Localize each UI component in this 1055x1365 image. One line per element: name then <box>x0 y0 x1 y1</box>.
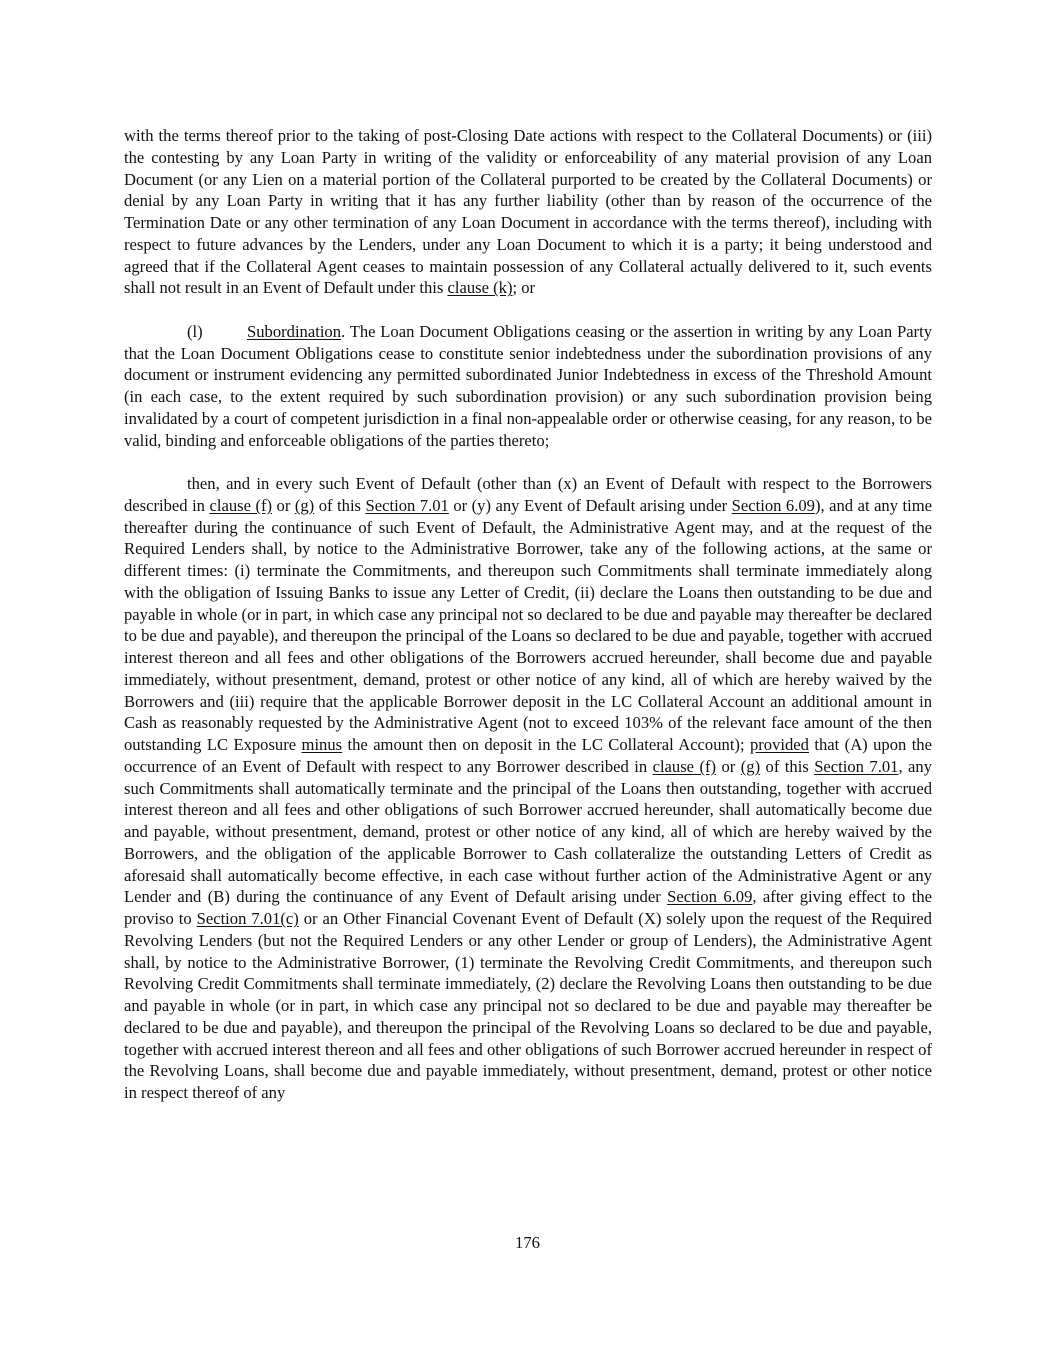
page-number: 176 <box>515 1233 540 1252</box>
cross-reference: Section 6.09 <box>731 495 815 515</box>
cross-reference: Section 7.01 <box>365 495 449 515</box>
text-run: then, and in every such Event of Default (other than (x) an Event of Default with respect to the Borrowers described in <box>124 474 932 515</box>
emphasis-term: provided <box>749 735 809 754</box>
cross-reference: clause (k) <box>447 278 513 298</box>
text-run: with the terms thereof prior to the taking of post-Closing Date actions with respect to the Collateral Documents) or (iii) the contesting by any Loan Party in writing of the validity or enforceability of any material provision of any Loan Document (or any Lien on a material portion of the Collateral purported to be created by the Collateral Documents) or denial by any Loan Party in writing that it has any further liability (other than by reason of the occurrence of the Termination Date or any other termination of any Loan Document in accordance with the terms thereof), including with respect to future advances by the Lenders, under any Loan Document to which it is a party; it being understood and agreed that if the Collateral Agent ceases to maintain possession of any Collateral actually delivered to it, such events shall not result in an Event of Default under this <box>124 126 932 298</box>
cross-reference: Section 6.09 <box>667 887 753 907</box>
clause-label: (l) <box>187 321 203 341</box>
cross-reference: Section 7.01(c) <box>196 909 299 928</box>
text-run: , any such Commitments shall automatically terminate and the principal of the Loans then outstanding, together with accrued interest thereon and all fees and other obligations of such Borrower accrued hereunder, shall automatically become due and payable, without presentment, demand, protest or other notice of any kind, all of which are hereby waived by the Borrowers, and the obligation of the applicable Borrower to Cash collateralize the outstanding Letters of Credit as aforesaid shall automatically become effective, in each case without further action of the Administrative Agent or any Lender and (B) during the continuance of any Event of Default arising under <box>124 756 932 907</box>
paragraph-clause-l-subordination <box>124 321 932 452</box>
text-run: of this <box>760 756 815 776</box>
text-run: ; or <box>512 278 536 298</box>
cross-reference: clause (f) <box>209 495 273 515</box>
text-run: or <box>272 495 295 515</box>
text-run: or (y) any Event of Default arising under <box>448 495 732 515</box>
cross-reference: clause (f) <box>652 756 717 776</box>
text-run: the amount then on deposit in the LC Collateral Account); <box>342 735 750 754</box>
text-run: that (A) upon the occurrence of an Event of Default with respect to any Borrower described in <box>124 735 932 776</box>
text-run: of this <box>314 495 366 515</box>
text-run: or an Other Financial Covenant Event of Default (X) solely upon the request of the Required Revolving Lenders (but not the Required Lenders or any other Lender or group of Lenders), the Administrative Agent shall, by notice to the Administrative Borrower, (1) terminate the Revolving Credit Commitments, and thereupon such Revolving Credit Commitments shall terminate immediately, (2) declare the Revolving Loans then outstanding to be due and payable in whole (or in part, in which case any principal not so declared to be due and payable may thereafter be declared to be due and payable), and thereupon the principal of the Revolving Loans so declared to be due and payable, together with accrued interest thereon and all fees and other obligations of such Borrower accrued hereunder in respect of the Revolving Loans, shall become due and payable immediately, without presentment, demand, protest or other notice in respect thereof of any <box>124 909 932 1102</box>
clause-heading: Subordination <box>247 321 342 341</box>
cross-reference: (g) <box>740 756 761 776</box>
text-run: or <box>716 756 741 776</box>
text-run: . The Loan Document Obligations ceasing or the assertion in writing by any Loan Party that the Loan Document Obligations cease to constitute senior indebtedness under the subordination provisions of any document or instrument evidencing any permitted subordinated Junior Indebtedness in excess of the Threshold Amount (in each case, to the extent required by such subordination provision) or any such subordination provision being invalidated by a court of competent jurisdiction in a final non-appealable order or otherwise ceasing, for any reason, to be valid, binding and enforceable obligations of the parties thereto; <box>124 321 932 450</box>
cross-reference: Section 7.01 <box>814 756 899 776</box>
text-run: , after giving effect to the proviso to <box>124 887 932 928</box>
text-run: ), and at any time thereafter during the continuance of such Event of Default, the Administrative Agent may, and at the request of the Required Lenders shall, by notice to the Administrative Borrower, take any of the following actions, at the same or different times: (i) terminate the Commitments, and thereupon such Commitments shall terminate immediately along with the obligation of Issuing Banks to issue any Letter of Credit, (ii) declare the Loans then outstanding to be due and payable in whole (or in part, in which case any principal not so declared to be due and payable may thereafter be declared to be due and payable), and thereupon the principal of the Loans so declared to be due and payable, together with accrued interest thereon and all fees and other obligations of the Borrowers accrued hereunder, shall become due and payable immediately, without presentment, demand, protest or other notice of any kind, all of which are hereby waived by the Borrowers and (iii) require that the applicable Borrower deposit in the LC Collateral Account an additional amount in Cash as reasonably requested by the Administrative Agent (not to exceed 103% of the relevant face amount of the then outstanding LC Exposure <box>124 495 933 754</box>
emphasis-term: minus <box>301 735 343 754</box>
cross-reference: (g) <box>294 495 315 515</box>
document-body <box>124 125 932 1104</box>
paragraph-remedies <box>124 473 932 1104</box>
paragraph-clause-k-continuation <box>124 125 932 299</box>
